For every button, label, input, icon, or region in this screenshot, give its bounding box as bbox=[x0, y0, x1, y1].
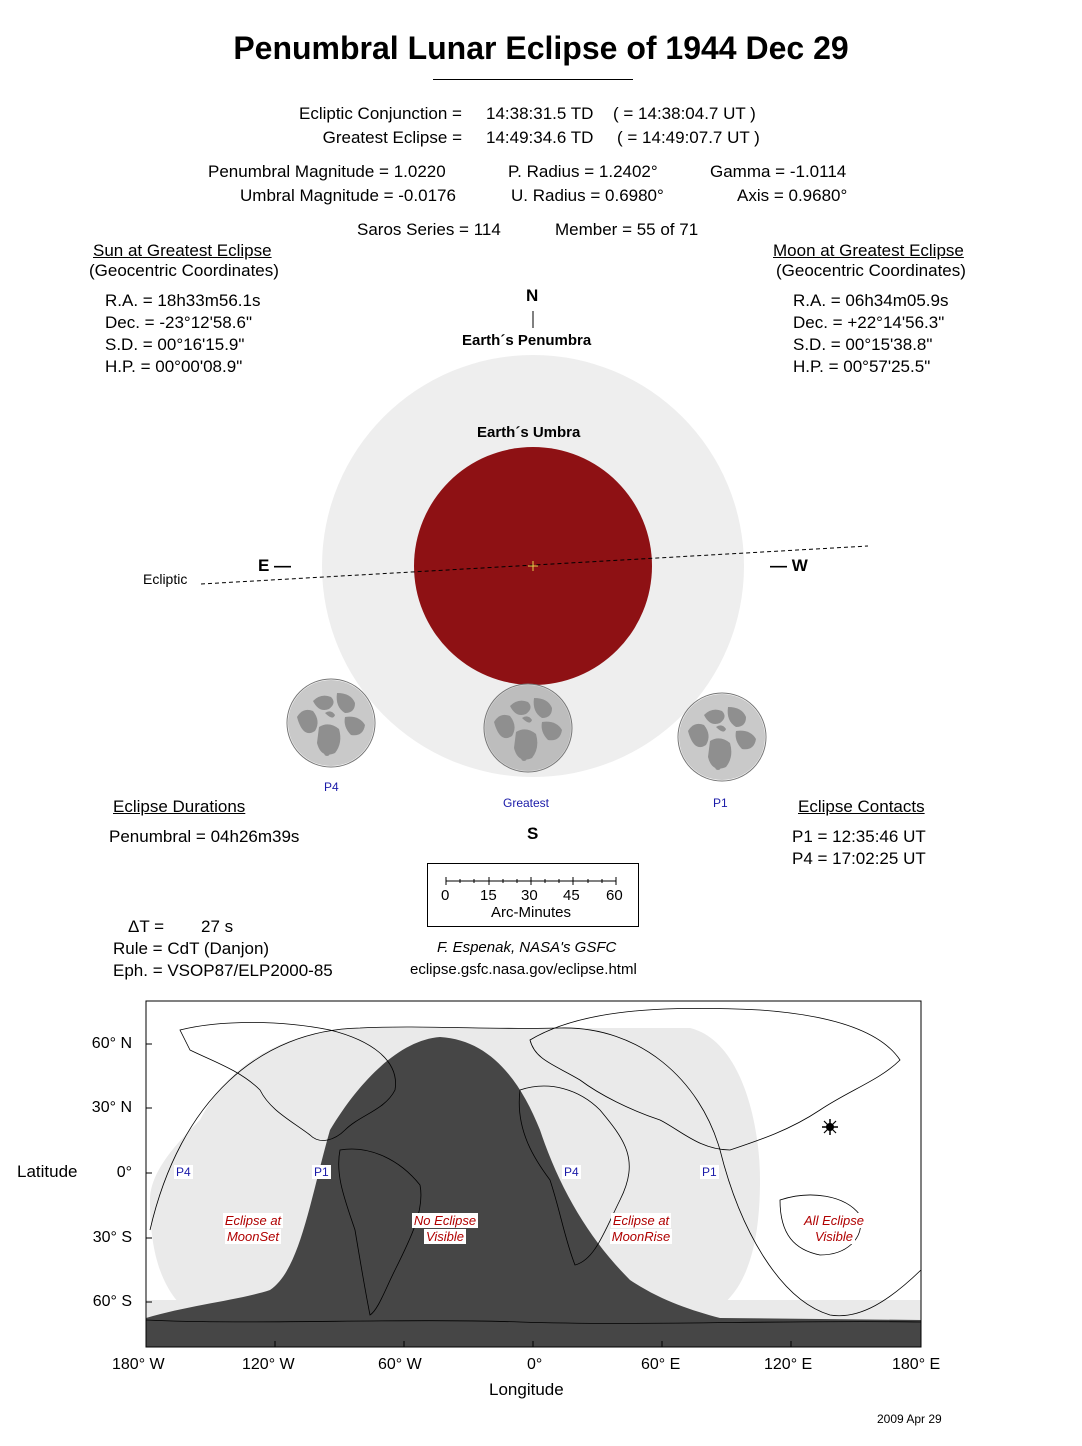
umbral-magnitude: Umbral Magnitude = -0.0176 bbox=[240, 186, 456, 205]
gamma-value: Gamma = -1.0114 bbox=[710, 162, 847, 181]
sun-dec: Dec. = -23°12'58.6" bbox=[105, 313, 252, 332]
moon-hp: H.P. = 00°57'25.5" bbox=[793, 357, 931, 376]
subsolar-point-icon bbox=[822, 1119, 838, 1135]
penumbral-magnitude: Penumbral Magnitude = 1.0220 bbox=[208, 162, 446, 181]
map-marker-p1-west: P1 bbox=[314, 1165, 329, 1179]
latitude-axis-label: Latitude bbox=[17, 1162, 78, 1181]
axis-value: Axis = 0.9680° bbox=[737, 186, 848, 205]
ephemeris-text: Eph. = VSOP87/ELP2000-85 bbox=[113, 961, 333, 980]
lon-tick-120e: 120° E bbox=[764, 1356, 813, 1373]
region-line-2: Visible bbox=[425, 1229, 465, 1244]
ecliptic-label: Ecliptic bbox=[143, 571, 188, 587]
region-line-2: Visible bbox=[814, 1229, 854, 1244]
scale-tick-30: 30 bbox=[521, 887, 538, 904]
sun-ra: R.A. = 18h33m56.1s bbox=[105, 291, 261, 310]
region-line-1: No Eclipse bbox=[413, 1213, 477, 1228]
region-line-1: All Eclipse bbox=[804, 1213, 864, 1228]
longitude-axis-label: Longitude bbox=[489, 1380, 564, 1399]
saros-member: Member = 55 of 71 bbox=[555, 220, 699, 239]
region-all-eclipse bbox=[794, 1213, 874, 1245]
greatest-td: 14:49:34.6 TD bbox=[486, 128, 594, 147]
source-url[interactable]: eclipse.gsfc.nasa.gov/eclipse.html bbox=[410, 961, 637, 978]
lon-tick-180w: 180° W bbox=[112, 1356, 165, 1373]
conjunction-td: 14:38:31.5 TD bbox=[486, 104, 594, 123]
durations-heading: Eclipse Durations bbox=[113, 797, 246, 816]
conjunction-label: Ecliptic Conjunction = bbox=[298, 104, 462, 123]
lon-tick-60e: 60° E bbox=[641, 1356, 681, 1373]
saros-series: Saros Series = 114 bbox=[357, 220, 501, 239]
west-label: — W bbox=[770, 556, 808, 575]
map-marker-p4-east: P4 bbox=[564, 1165, 579, 1179]
moon-coord-note: (Geocentric Coordinates) bbox=[776, 261, 966, 280]
moon-heading: Moon at Greatest Eclipse bbox=[773, 241, 964, 260]
map-marker-p4-west: P4 bbox=[176, 1165, 191, 1179]
scale-tick-60: 60 bbox=[606, 887, 623, 904]
moon-sd: S.D. = 00°15'38.8" bbox=[793, 335, 933, 354]
contact-p1: P1 = 12:35:46 UT bbox=[792, 827, 926, 846]
moon-ra: R.A. = 06h34m05.9s bbox=[793, 291, 949, 310]
conjunction-ut: ( = 14:38:04.7 UT ) bbox=[613, 104, 756, 123]
region-eclipse-at-moonset bbox=[214, 1213, 292, 1245]
greatest-ut: ( = 14:49:07.7 UT ) bbox=[617, 128, 760, 147]
penumbral-duration: Penumbral = 04h26m39s bbox=[109, 827, 300, 846]
date-stamp: 2009 Apr 29 bbox=[877, 1412, 942, 1426]
map-marker-p1-east: P1 bbox=[702, 1165, 717, 1179]
region-line-2: MoonRise bbox=[611, 1229, 671, 1244]
delta-t-label: ΔT = bbox=[128, 917, 165, 936]
contacts-heading: Eclipse Contacts bbox=[798, 797, 925, 816]
lat-tick-60s: 60° S bbox=[92, 1293, 132, 1310]
lon-tick-120w: 120° W bbox=[242, 1356, 295, 1373]
p4-label: P4 bbox=[324, 780, 339, 794]
scale-tick-0: 0 bbox=[441, 887, 450, 904]
p1-label: P1 bbox=[713, 796, 728, 810]
lon-tick-60w: 60° W bbox=[378, 1356, 422, 1373]
greatest-label-diagram: Greatest bbox=[503, 796, 550, 810]
greatest-label: Greatest Eclipse = bbox=[322, 128, 462, 147]
umbra-label: Earth´s Umbra bbox=[477, 424, 581, 441]
scale-unit: Arc-Minutes bbox=[491, 904, 572, 921]
penumbra-label: Earth´s Penumbra bbox=[462, 332, 592, 349]
north-label: N bbox=[526, 286, 539, 305]
region-line-2: MoonSet bbox=[226, 1229, 280, 1244]
delta-t-value: 27 s bbox=[201, 917, 234, 936]
sun-heading: Sun at Greatest Eclipse bbox=[93, 241, 272, 260]
penumbral-radius: P. Radius = 1.2402° bbox=[508, 162, 658, 181]
moon-dec: Dec. = +22°14'56.3" bbox=[793, 313, 945, 332]
sun-hp: H.P. = 00°00'08.9" bbox=[105, 357, 243, 376]
contact-p4: P4 = 17:02:25 UT bbox=[792, 849, 926, 868]
region-line-1: Eclipse at bbox=[224, 1213, 282, 1228]
region-eclipse-at-moonrise bbox=[601, 1213, 681, 1245]
east-label: E — bbox=[258, 556, 292, 575]
region-line-1: Eclipse at bbox=[612, 1213, 670, 1228]
umbral-radius: U. Radius = 0.6980° bbox=[511, 186, 664, 205]
lon-tick-0: 0° bbox=[527, 1356, 543, 1373]
credit-text: F. Espenak, NASA's GSFC bbox=[437, 939, 617, 956]
sun-sd: S.D. = 00°16'15.9" bbox=[105, 335, 245, 354]
lat-tick-60n: 60° N bbox=[91, 1035, 132, 1052]
lat-tick-30n: 30° N bbox=[91, 1099, 132, 1116]
page-title: Penumbral Lunar Eclipse of 1944 Dec 29 bbox=[233, 30, 849, 66]
scale-tick-45: 45 bbox=[563, 887, 580, 904]
sun-coord-note: (Geocentric Coordinates) bbox=[89, 261, 279, 280]
south-label: S bbox=[527, 824, 539, 843]
rule-text: Rule = CdT (Danjon) bbox=[113, 939, 270, 958]
region-no-eclipse bbox=[405, 1213, 485, 1245]
lat-tick-0: 0° bbox=[116, 1164, 132, 1181]
lon-tick-180e: 180° E bbox=[892, 1356, 941, 1373]
lat-tick-30s: 30° S bbox=[92, 1229, 132, 1246]
scale-tick-15: 15 bbox=[480, 887, 497, 904]
